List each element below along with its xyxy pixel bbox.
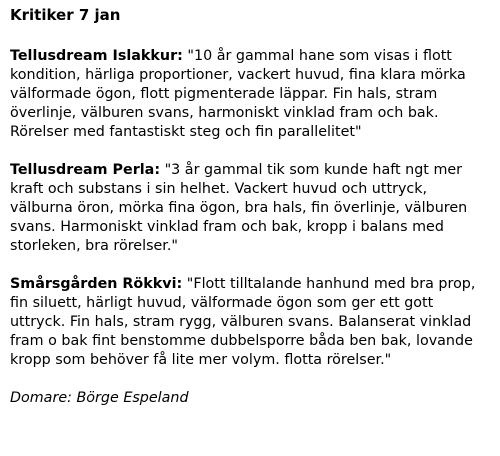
critique-text: "3 år gammal tik som kunde haft ngt mer kraft och substans i sin helhet. Vackert huvud och uttryck, välburna öron, mörka fina ögon, bra hals, fin överlinje, välburen svans. Harmoniskt vinklad fram och bak, kropp i balans med storleken, bra rörelser.": [10, 162, 468, 254]
critique-paragraph: [10, 161, 490, 256]
critique-paragraph: [10, 47, 490, 142]
document-title: Kritiker 7 jan: [10, 6, 121, 24]
dog-name: Tellusdream Perla:: [10, 162, 161, 178]
critique-paragraph: [10, 275, 490, 370]
judge-line: Domare: Börge Espeland: [10, 390, 189, 406]
critique-text: "Flott tilltalande hanhund med bra prop, fin siluett, härligt huvud, välformade ögon som ger ett gott uttryck. Fin hals, stram rygg, välburen svans. Balanserat vinklad fram o bak fint benstomme dubbelsporre båda ben bak, lovande kropp som behöver få lite mer volym. flotta rörelser.": [10, 276, 476, 368]
dog-name: Smårsgården Rökkvi:: [10, 276, 183, 292]
critique-text: "10 år gammal hane som visas i flott kondition, härliga proportioner, vackert huvud, fina klara mörka välformade ögon, flott pigmenterade läppar. Fin hals, stram överlinje, välburen svans, harmoniskt vinklad fram och bak. Rörelser med fantastiskt steg och fin parallelitet": [10, 48, 466, 140]
dog-name: Tellusdream Islakkur:: [10, 48, 183, 64]
